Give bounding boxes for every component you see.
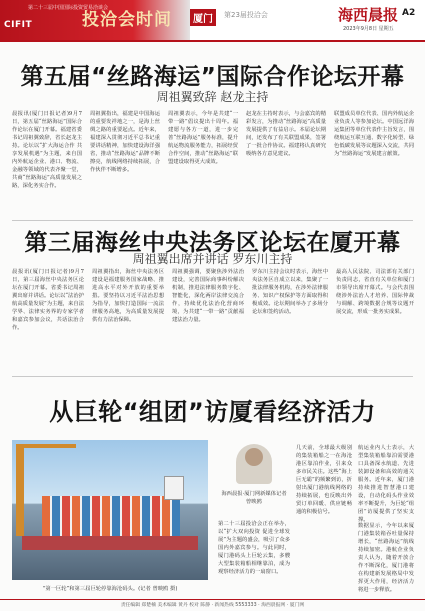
- article-column: 罗东川主持会议时表示，海丝中央法务区自成立以来，集聚了一批法律服务机构，在涉外法律服务、知识产权保护等方面取得积极成效。论坛期间举办了多场分论坛和签约活动。: [252, 269, 328, 315]
- headline-silk-road-forum: 第五届“丝路海运”国际合作论坛开幕: [20, 64, 405, 90]
- crane-arm-shape: [16, 444, 76, 448]
- section-divider: [12, 376, 413, 377]
- subhead-silk-road-forum: 周祖翼致辞 赵龙主持: [156, 90, 269, 104]
- fair-name: 第二十三届中国国际投资贸易洽谈会: [28, 5, 109, 11]
- paper-name: 海西晨报: [338, 6, 399, 24]
- article-column: 最高人民法院、司法部有关部门负责同志，省直有关单位和厦门市领导出席开幕式。与会代表围绕涉外法治人才培养、国际仲裁与调解、跨境数据合规等议题开展交流，形成一批务实成果。: [336, 269, 414, 315]
- article-column: 周祖翼表示，今年是共建“一带一路”倡议提出十周年。福建愿与各方一道，进一步完善“丝路海运”服务标准，提升航运物流服务能力，拓展经贸合作空间，推动“丝路海运”联盟建设取得更大成效。: [168, 111, 238, 165]
- subhead-legal-forum: 周祖翼出席并讲话 罗东川主持: [132, 252, 293, 266]
- article-column: 赵龙在主持时表示，与会嘉宾的精彩发言，为推动“丝路海运”高质量发展提供了有益启示。本届论坛期间，还发布了有关联盟成果，签署了一批合作协议。福建将认真研究吸纳各方意见建议。: [246, 111, 326, 157]
- photo-caption: “第一巨轮”和第三届巨轮停靠海沧码头。(记者 曾映鸥 摄): [42, 586, 178, 592]
- article-column: 周祖翼指出，福建是中国海运的重要发祥地之一，是海上丝绸之路的重要起点。近年来，福建深入贯彻习近平总书记重要讲话精神，加快建设海洋强省，推动“丝路海运”品牌不断擦亮，航线网络持续拓展，合作伙伴不断增多。: [90, 111, 160, 173]
- page-number: A2: [402, 8, 416, 18]
- crane-shape: [16, 444, 24, 536]
- article-column: 几天前，全球最大级别的集装箱船之一在海沧港区靠泊作业，引来众多市民关注。这些“海上巨无霸”的频繁到访，折射出厦门港航线网络的持续拓展，也反映出外贸订单回暖、供应链畅通的积极信号。: [296, 445, 352, 515]
- ship-bridge-shape: [164, 476, 184, 500]
- section-ear: 厦门: [190, 9, 216, 26]
- headline-giant-ships: 从巨轮“组团”访厦看经济活力: [49, 398, 376, 426]
- section-banner: 投洽会时间: [82, 10, 172, 30]
- section-ear-sub: 第23届投洽会: [224, 11, 268, 19]
- masthead: [0, 0, 425, 42]
- article-column: 周祖翼指出，海丝中央法务区建设是福建服务国家战略、推进高水平对外开放的重要举措。要坚持以习近平法治思想为指导，加快打造国际一流法律服务高地，为高质量发展提供有力法治保障。: [92, 269, 164, 323]
- section-divider: [12, 220, 413, 221]
- article-column: 第二十三届投洽会正在举办，以“扩大双向投资 促进全球发展”为主题的盛会，吸引了众多国内外嘉宾参与。与此同时，厦门港码头上巨轮云集，多艘大型集装箱船相继靠泊，成为观察经济活力的一扇窗口。: [218, 521, 290, 575]
- page-footer: 责任编辑 郑楚楠 美术编辑 黄丹 校对 陈静 · 新闻热线 5553333 · 海西晨报网 · 厦门网: [0, 599, 425, 612]
- author-caption: 海西晨报·厦门网新媒体记者 曾映鸥: [221, 491, 287, 505]
- headline-legal-forum: 第三届海丝中央法务区论坛在厦开幕: [24, 230, 401, 256]
- ship-hull-shape: [22, 536, 198, 550]
- article-column: 晨报讯(厦门日报记者)9月7日，第五届“丝路海运”国际合作论坛在厦门开幕。福建省委书记周祖翼致辞，省长赵龙主持。论坛以“扩大海运合作 共享发展机遇”为主题，来自国内外航运企业、港口、物流、金融等领域的代表齐聚一堂，共商“丝路海运”高质量发展之路，深化务实合作。: [12, 111, 82, 189]
- author-box: [218, 444, 290, 514]
- container-stack-shape: [42, 496, 180, 536]
- fair-banner: [0, 0, 190, 40]
- cifit-logo: CIFIT: [4, 20, 33, 30]
- article-column: 晨报讯(厦门日报记者)9月7日，第三届海丝中央法务区论坛在厦门开幕。省委书记周祖翼出席并讲话。论坛以“法治护航高质量发展”为主题，来自法学界、法律实务界的专家学者和嘉宾参加会议，共话法治合作。: [12, 269, 84, 331]
- article-column: 联盟成员单位代表、国内外航运企业负责人等参加论坛。中国远洋海运集团等单位代表作主旨发言，围绕航运互联互通、数字化转型、绿色低碳发展等议题深入交流，共同为“丝路海运”发展建言献策。: [334, 111, 414, 157]
- article-column: 数据显示，今年以来厦门港集装箱吞吐量保持增长，“丝路海运”航线持续加密。港航企业负责人认为，随着开放合作不断深化，厦门港将在构建新发展格局中发挥更大作用，经济活力将进一步释放。: [358, 523, 414, 593]
- container-ship-photo: [12, 440, 208, 580]
- article-column: 周祖翼强调，要聚焦涉外法治建设，完善国际商事纠纷解决机制，推进法律服务数字化、智能化，深化两岸法律交流合作，持续优化法治化营商环境，为共建“一带一路”贡献福建法治力量。: [172, 269, 244, 323]
- issue-date: 2023年9月8日 星期五: [343, 26, 394, 32]
- article-column: 航运业内人士表示，大型集装箱船靠泊需要港口具备深水航道、先进装卸设备和高效的通关服务。近年来，厦门港持续推进智慧港口建设，自动化码头作业效率不断提升，为巨轮“组团”访厦提供了坚实支撑。: [358, 445, 414, 523]
- author-head-shape: [245, 448, 263, 466]
